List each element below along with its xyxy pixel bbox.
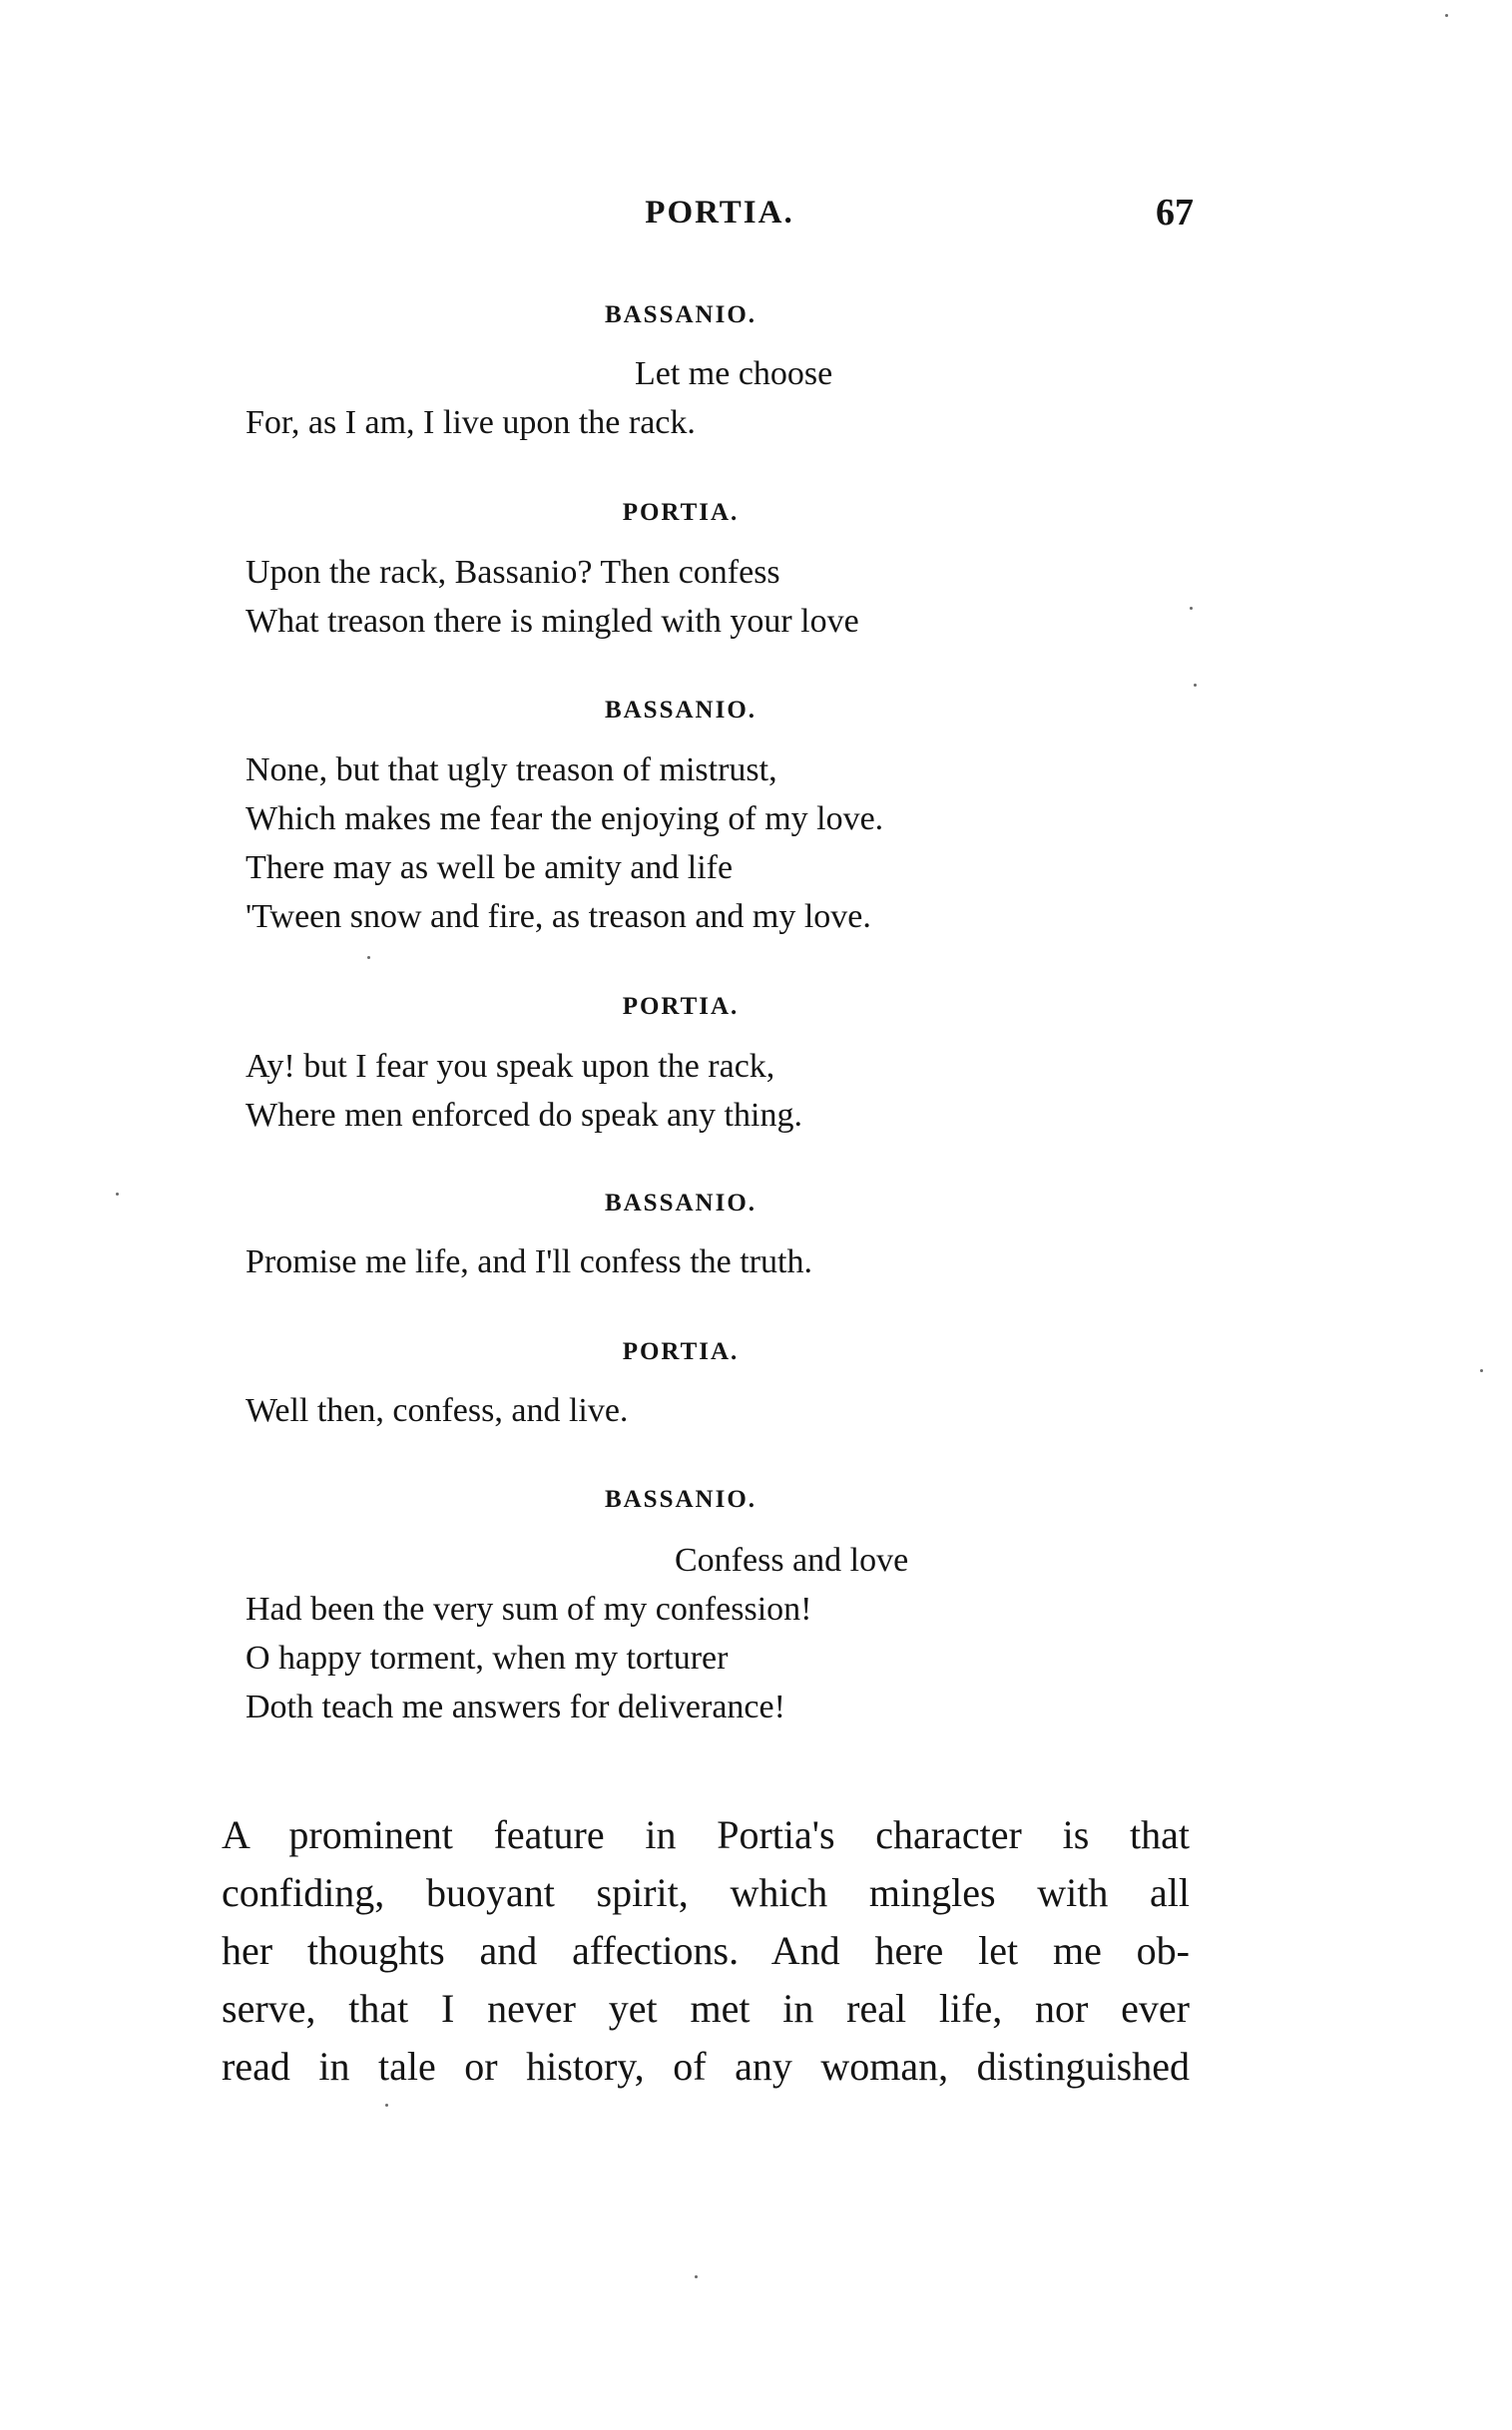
speaker-label: BASSANIO.	[604, 1190, 757, 1216]
verse-line: O happy torment, when my torturer	[246, 1640, 729, 1677]
verse-block	[246, 548, 1244, 646]
paper-speck	[1445, 14, 1448, 17]
verse-block	[246, 1386, 1244, 1435]
verse-line: Had been the very sum of my confession!	[246, 1591, 812, 1628]
running-head	[246, 192, 1194, 243]
verse-line: There may as well be amity and life	[246, 849, 734, 886]
paper-speck	[367, 956, 370, 959]
paper-speck	[1480, 1369, 1483, 1372]
verse-line: 'Tween snow and fire, as treason and my love.	[246, 898, 871, 935]
verse-line: Let me choose	[635, 355, 833, 392]
verse-line: Confess and love	[675, 1542, 909, 1579]
paper-speck	[695, 2275, 698, 2278]
verse-block	[246, 1536, 1244, 1731]
verse-line: Promise me life, and I'll confess the truth.	[246, 1243, 812, 1280]
paper-speck	[385, 2104, 388, 2107]
prose-line: her thoughts and affections. And here let me ob-	[222, 1928, 1190, 1973]
prose-line: serve, that I never yet met in real life, nor ever	[222, 1986, 1190, 2031]
verse-line: For, as I am, I live upon the rack.	[246, 404, 696, 441]
speaker-label: PORTIA.	[622, 993, 740, 1020]
verse-line: None, but that ugly treason of mistrust,	[246, 751, 777, 788]
running-title: PORTIA.	[645, 195, 794, 231]
speaker-label: BASSANIO.	[604, 1486, 757, 1513]
speaker-label: PORTIA.	[622, 499, 740, 526]
verse-line: Ay! but I fear you speak upon the rack,	[246, 1048, 775, 1085]
verse-line: What treason there is mingled with your love	[246, 603, 859, 640]
verse-line: Which makes me fear the enjoying of my love.	[246, 800, 884, 837]
verse-line: Well then, confess, and live.	[246, 1392, 629, 1429]
verse-line: Upon the rack, Bassanio? Then confess	[246, 554, 780, 591]
speaker-label: PORTIA.	[622, 1338, 740, 1365]
speaker-label: BASSANIO.	[604, 301, 757, 328]
verse-block	[246, 1237, 1244, 1286]
page-number: 67	[1156, 192, 1194, 234]
verse-block	[246, 1042, 1244, 1140]
verse-line: Doth teach me answers for deliverance!	[246, 1689, 785, 1725]
prose-paragraph	[222, 1806, 1190, 2096]
verse-block	[246, 349, 1244, 447]
speaker-label: BASSANIO.	[604, 697, 757, 724]
prose-line: read in tale or history, of any woman, distinguished	[222, 2044, 1190, 2089]
prose-line: confiding, buoyant spirit, which mingles with all	[222, 1870, 1190, 1915]
verse-block	[246, 745, 1244, 941]
paper-speck	[1190, 607, 1193, 610]
paper-speck	[1194, 684, 1197, 687]
paper-speck	[116, 1193, 119, 1196]
prose-line: A prominent feature in Portia's character is that	[222, 1812, 1190, 1857]
verse-line: Where men enforced do speak any thing.	[246, 1097, 802, 1134]
